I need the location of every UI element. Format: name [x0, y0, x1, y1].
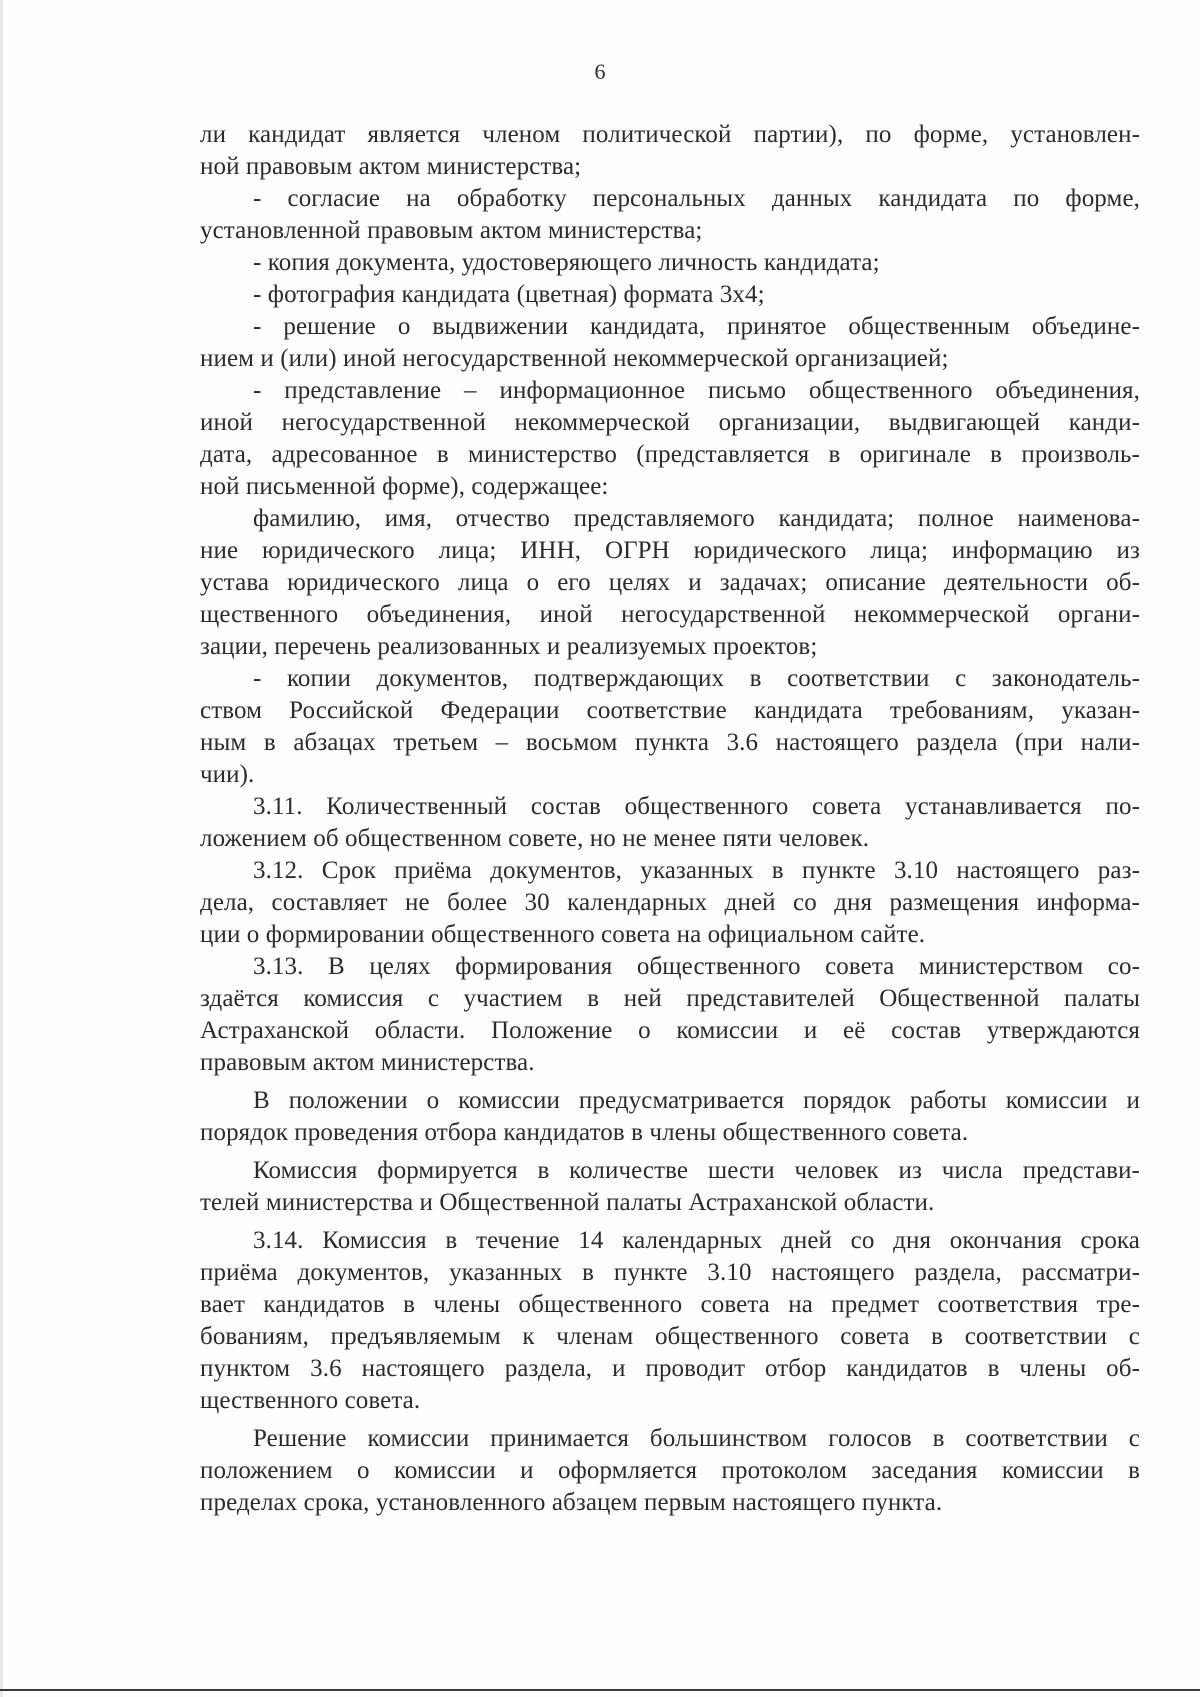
text-line: 3.13. В целях формирования общественного совета министерством со- — [253, 953, 1140, 980]
text-line: дата, адресованное в министерство (представляется в оригинале в произволь- — [200, 441, 1140, 468]
text-line: порядок проведения отбора кандидатов в члены общественного совета. — [200, 1119, 969, 1146]
text-line: дела, составляет не более 30 календарных дней со дня размещения информа- — [200, 889, 1140, 916]
text-line: устава юридического лица о его целях и задачах; описание деятельности об- — [200, 569, 1140, 596]
document-body — [200, 119, 1140, 1519]
page-bottom-rule — [0, 1689, 1200, 1691]
text-line: фамилию, имя, отчество представляемого кандидата; полное наименова- — [253, 505, 1140, 532]
text-line: ной правовым актом министерства; — [200, 153, 582, 180]
text-line: приёма документов, указанных в пункте 3.10 настоящего раздела, рассматри- — [200, 1259, 1140, 1286]
text-line: зации, перечень реализованных и реализуемых проектов; — [200, 633, 818, 660]
text-line: - копия документа, удостоверяющего личность кандидата; — [253, 249, 880, 276]
text-line: ции о формировании общественного совета на официальном сайте. — [200, 921, 926, 948]
text-line: В положении о комиссии предусматривается порядок работы комиссии и — [253, 1087, 1140, 1114]
text-line: Решение комиссии принимается большинством голосов в соответствии с — [253, 1425, 1140, 1452]
text-line: - согласие на обработку персональных данных кандидата по форме, — [253, 185, 1140, 212]
text-line: Комиссия формируется в количестве шести человек из числа представи- — [253, 1157, 1140, 1184]
text-line: - представление – информационное письмо общественного объединения, — [253, 377, 1140, 404]
text-line: ложением об общественном совете, но не менее пяти человек. — [200, 825, 870, 852]
text-line: здаётся комиссия с участием в ней представителей Общественной палаты — [200, 985, 1140, 1012]
text-line: Астраханской области. Положение о комиссии и её состав утверждаются — [200, 1017, 1140, 1044]
text-line: телей министерства и Общественной палаты Астраханской области. — [200, 1189, 935, 1216]
text-line: 3.14. Комиссия в течение 14 календарных дней со дня окончания срока — [253, 1227, 1140, 1254]
text-line: - копии документов, подтверждающих в соответствии с законодатель- — [253, 665, 1140, 692]
text-line: пунктом 3.6 настоящего раздела, и проводит отбор кандидатов в члены об- — [200, 1355, 1140, 1382]
text-line: - фотография кандидата (цветная) формата 3х4; — [253, 281, 765, 308]
text-line: ным в абзацах третьем – восьмом пункта 3.6 настоящего раздела (при нали- — [200, 729, 1140, 756]
text-line: иной негосударственной некоммерческой организации, выдвигающей канди- — [200, 409, 1140, 436]
text-line: положением о комиссии и оформляется протоколом заседания комиссии в — [200, 1457, 1140, 1484]
text-line: ние юридического лица; ИНН, ОГРН юридического лица; информацию из — [200, 537, 1140, 564]
text-line: щественного совета. — [200, 1387, 421, 1414]
text-line: ной письменной форме), содержащее: — [200, 473, 609, 500]
text-line: ством Российской Федерации соответствие кандидата требованиям, указан- — [200, 697, 1140, 724]
text-line: 3.11. Количественный состав общественного совета устанавливается по- — [253, 793, 1140, 820]
scan-edge — [0, 0, 3, 1697]
text-line: щественного объединения, иной негосударственной некоммерческой органи- — [200, 601, 1140, 628]
text-line: правовым актом министерства. — [200, 1049, 535, 1076]
text-line: установленной правовым актом министерства; — [200, 217, 703, 244]
text-line: бованиям, предъявляемым к членам общественного совета в соответствии с — [200, 1323, 1140, 1350]
text-line: вает кандидатов в члены общественного совета на предмет соответствия тре- — [200, 1291, 1140, 1318]
text-line: 3.12. Срок приёма документов, указанных в пункте 3.10 настоящего раз- — [253, 857, 1140, 884]
text-line: нием и (или) иной негосударственной некоммерческой организацией; — [200, 345, 949, 372]
text-line: пределах срока, установленного абзацем первым настоящего пункта. — [200, 1489, 943, 1516]
text-line: чии). — [200, 761, 255, 788]
text-line: - решение о выдвижении кандидата, принятое общественным объедине- — [253, 313, 1140, 340]
page-number: 6 — [594, 59, 606, 84]
text-line: ли кандидат является членом политической партии), по форме, установлен- — [200, 121, 1140, 148]
